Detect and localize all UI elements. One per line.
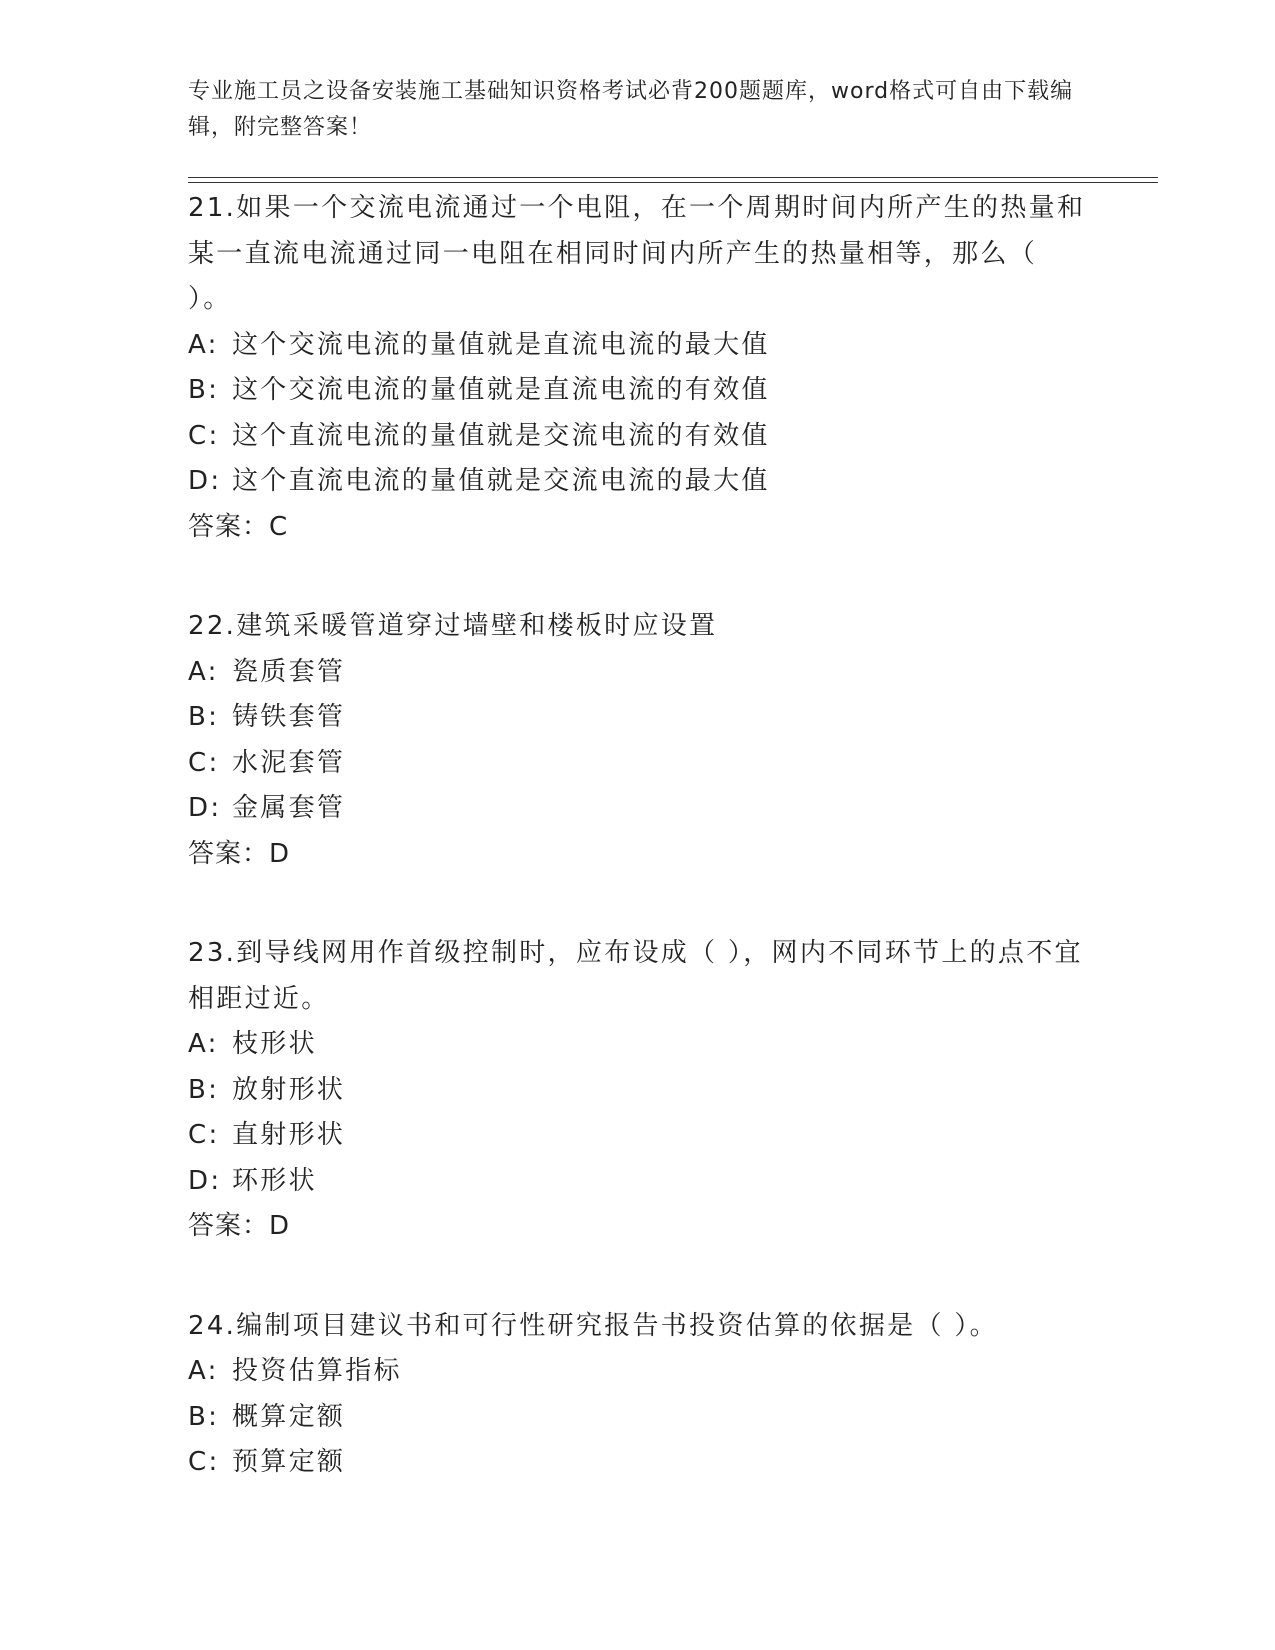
option-a	[188, 1349, 1088, 1395]
option-b	[188, 368, 1088, 414]
option-a	[188, 323, 1088, 369]
answer-line: 答案：C	[188, 511, 289, 542]
option-key: A:	[188, 1356, 219, 1386]
option-text: 环形状	[232, 1165, 317, 1196]
option-text: 这个直流电流的量值就是交流电流的最大值	[232, 466, 770, 496]
option-c	[188, 741, 1088, 787]
answer-line: 答案：D	[188, 1211, 291, 1241]
question-block	[188, 604, 1088, 877]
option-text: 铸铁套管	[232, 702, 346, 732]
option-text: 这个直流电流的量值就是交流电流的有效值	[232, 420, 770, 451]
option-d	[188, 786, 1088, 832]
option-key: B:	[188, 1074, 220, 1105]
header-text: 专业施工员之设备安装施工基础知识资格考试必背200题题库，word格式可自由下载编辑，附完整答案！	[188, 79, 1074, 140]
question-stem: 22.建筑采暖管道穿过墙壁和楼板时应设置	[188, 611, 718, 641]
option-text: 这个交流电流的量值就是直流电流的有效值	[232, 375, 770, 405]
option-key: C:	[188, 1120, 220, 1150]
option-key: B:	[188, 1401, 220, 1432]
option-text: 直射形状	[232, 1120, 346, 1150]
question-stem: 23.到导线网用作首级控制时，应布设成（ ），网内不同环节上的点不宜相距过近。	[188, 938, 1083, 1014]
option-key: A:	[188, 1029, 219, 1059]
option-d	[188, 1159, 1088, 1205]
option-b	[188, 1068, 1088, 1114]
option-key: D:	[188, 793, 222, 823]
option-key: A:	[188, 656, 219, 687]
option-text: 瓷质套管	[232, 656, 346, 687]
option-key: D:	[188, 466, 222, 496]
option-d	[188, 459, 1088, 505]
option-key: B:	[188, 702, 220, 732]
option-key: C:	[188, 420, 220, 451]
option-text: 概算定额	[232, 1401, 346, 1432]
option-key: D:	[188, 1165, 222, 1196]
option-key: A:	[188, 329, 219, 360]
header-divider-bottom	[188, 182, 1158, 183]
question-block	[188, 1304, 1088, 1486]
question-block	[188, 931, 1088, 1250]
option-text: 预算定额	[232, 1447, 346, 1477]
question-list	[188, 186, 1088, 1540]
option-b	[188, 695, 1088, 741]
question-block	[188, 186, 1088, 550]
option-c	[188, 1113, 1088, 1159]
option-a	[188, 650, 1088, 696]
option-key: B:	[188, 375, 220, 405]
question-stem: 21.如果一个交流电流通过一个电阻，在一个周期时间内所产生的热量和某一直流电流通过同一电阻在相同时间内所产生的热量相等，那么（ ）。	[188, 193, 1086, 314]
option-text: 放射形状	[232, 1074, 346, 1105]
option-c	[188, 414, 1088, 460]
option-a	[188, 1022, 1088, 1068]
option-key: C:	[188, 747, 220, 778]
option-key: C:	[188, 1447, 220, 1477]
option-text: 这个交流电流的量值就是直流电流的最大值	[232, 329, 770, 360]
header-divider-top	[188, 177, 1158, 178]
option-b	[188, 1395, 1088, 1441]
option-text: 金属套管	[232, 793, 346, 823]
option-c	[188, 1440, 1088, 1486]
option-text: 投资估算指标	[232, 1356, 402, 1386]
option-text: 水泥套管	[232, 747, 346, 778]
answer-line: 答案：D	[188, 838, 291, 869]
question-stem: 24.编制项目建议书和可行性研究报告书投资估算的依据是（ ）。	[188, 1310, 998, 1341]
document-header	[188, 74, 1088, 146]
option-text: 枝形状	[232, 1029, 317, 1059]
